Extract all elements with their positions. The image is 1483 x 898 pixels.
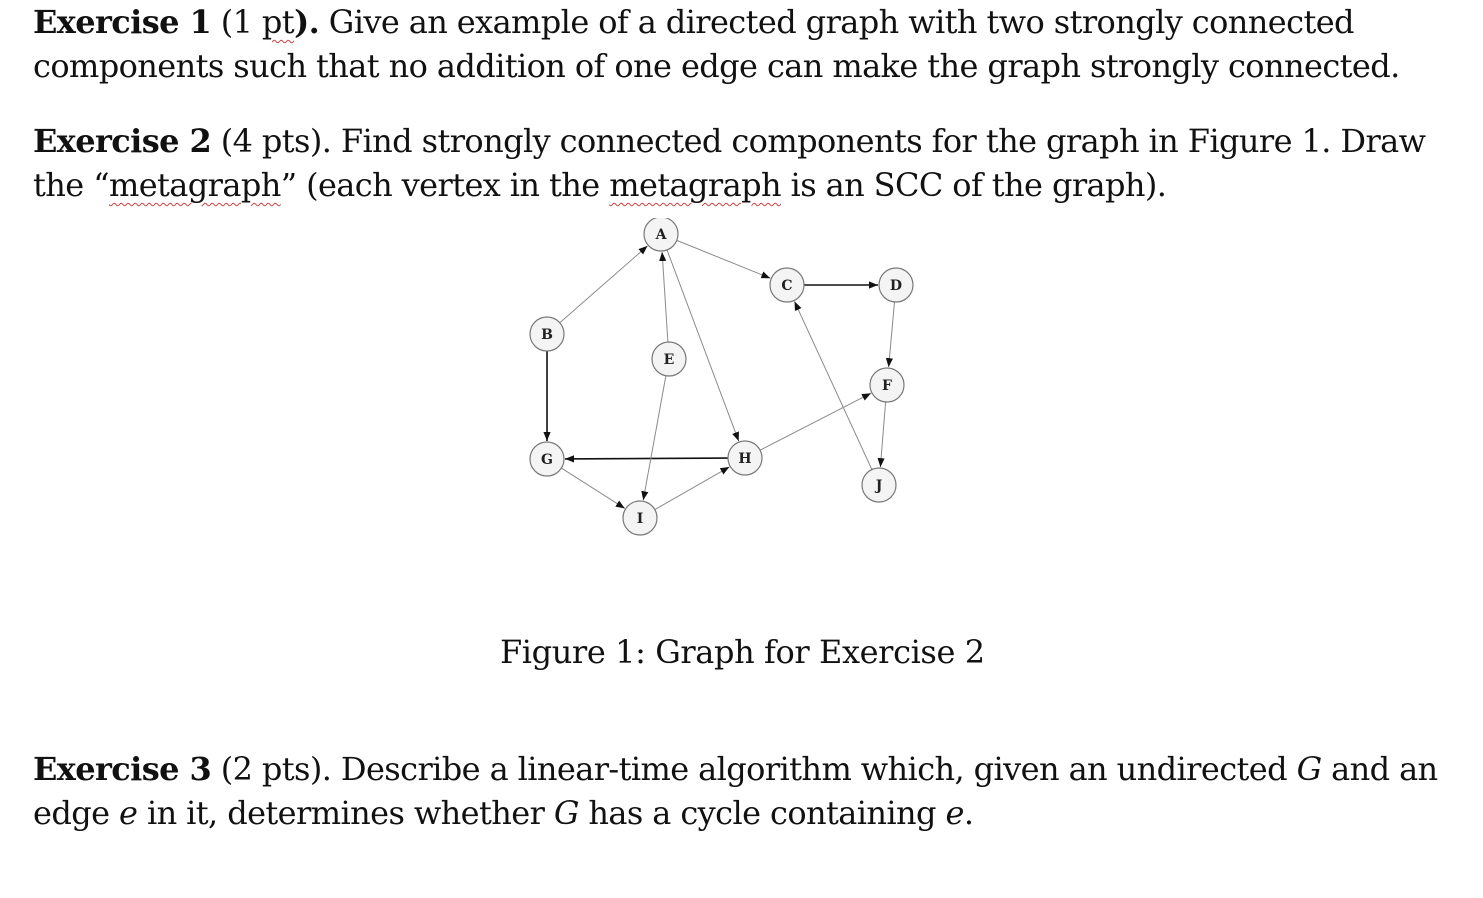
node-label: H bbox=[738, 451, 752, 467]
edge-g-to-i bbox=[561, 468, 624, 508]
edge-h-to-f bbox=[760, 393, 871, 450]
node-label: A bbox=[655, 227, 667, 243]
exercise-3-text-b: and an edge bbox=[33, 750, 1438, 832]
node-a bbox=[644, 218, 678, 251]
exercise-3-text-a: Describe a linear-time algorithm which, given an undirected bbox=[331, 750, 1297, 788]
node-label: B bbox=[541, 327, 553, 343]
edge-a-to-c bbox=[677, 240, 771, 278]
edge-j-to-c bbox=[795, 301, 872, 469]
exercise-3-paragraph bbox=[33, 747, 1453, 835]
exercise-2-text-b: ” (each vertex in the bbox=[280, 166, 610, 204]
node-i bbox=[623, 501, 657, 535]
exercise-3-text-c: in it, determines whether bbox=[137, 794, 554, 832]
exercise-2-paragraph bbox=[33, 119, 1453, 207]
exercise-2-quote-open: “ bbox=[93, 166, 109, 204]
exercise-2-text-a: Find strongly connected components for the graph in Figure 1. Draw the bbox=[33, 122, 1426, 204]
exercise-2-metagraph-word-2: metagraph bbox=[609, 166, 781, 204]
edge-i-to-h bbox=[655, 467, 730, 510]
figure-caption: Figure 1: Graph for Exercise 2 bbox=[500, 633, 985, 671]
edge-d-to-f bbox=[889, 302, 895, 367]
graph-figure bbox=[520, 218, 920, 538]
exercise-1-text: Give an example of a directed graph with two strongly connected components such that no addition of one edge can make the graph strongly connected. bbox=[33, 3, 1400, 85]
exercise-2-heading: Exercise 2 bbox=[33, 122, 212, 160]
node-e bbox=[652, 342, 686, 376]
exercise-2-metagraph-word-1: metagraph bbox=[108, 166, 281, 204]
exercise-3-var-e-2: e bbox=[945, 794, 964, 832]
edge-f-to-j bbox=[880, 402, 885, 467]
exercise-3-var-e-1: e bbox=[119, 794, 138, 832]
node-label: I bbox=[636, 511, 644, 527]
graph-svg bbox=[520, 218, 920, 538]
node-label: C bbox=[781, 278, 793, 294]
exercise-1-heading: Exercise 1 bbox=[33, 3, 212, 41]
graph-edges bbox=[547, 240, 895, 509]
edge-e-to-a bbox=[662, 252, 668, 342]
exercise-3-text-d: has a cycle containing bbox=[578, 794, 946, 832]
exercise-3-var-g-2: G bbox=[553, 794, 579, 832]
node-j bbox=[862, 468, 896, 502]
node-label: E bbox=[663, 352, 675, 368]
exercise-3-text-e: . bbox=[963, 794, 974, 832]
node-d bbox=[879, 268, 913, 302]
node-label: F bbox=[882, 378, 892, 394]
exercise-1-points-open: (1 bbox=[211, 3, 262, 41]
node-label: G bbox=[541, 452, 553, 468]
exercise-3-var-g-1: G bbox=[1296, 750, 1322, 788]
exercise-1-points-word: pt bbox=[261, 3, 295, 41]
node-label: D bbox=[889, 278, 903, 294]
exercise-3-heading: Exercise 3 bbox=[33, 750, 212, 788]
exercise-2-text-c: is an SCC of the graph). bbox=[780, 166, 1167, 204]
edge-e-to-i bbox=[643, 376, 666, 501]
node-c bbox=[770, 268, 804, 302]
exercise-2-points: (4 pts). bbox=[211, 122, 332, 160]
edge-b-to-a bbox=[560, 246, 648, 323]
node-g bbox=[530, 442, 564, 476]
node-f bbox=[870, 368, 904, 402]
node-label: J bbox=[875, 478, 883, 494]
graph-nodes bbox=[530, 218, 913, 535]
exercise-3-points: (2 pts). bbox=[211, 750, 332, 788]
exercise-1-points-close: ). bbox=[294, 3, 320, 41]
exercise-1-paragraph bbox=[33, 0, 1453, 88]
node-h bbox=[728, 441, 762, 475]
edge-h-to-g bbox=[565, 458, 728, 459]
node-b bbox=[530, 317, 564, 351]
